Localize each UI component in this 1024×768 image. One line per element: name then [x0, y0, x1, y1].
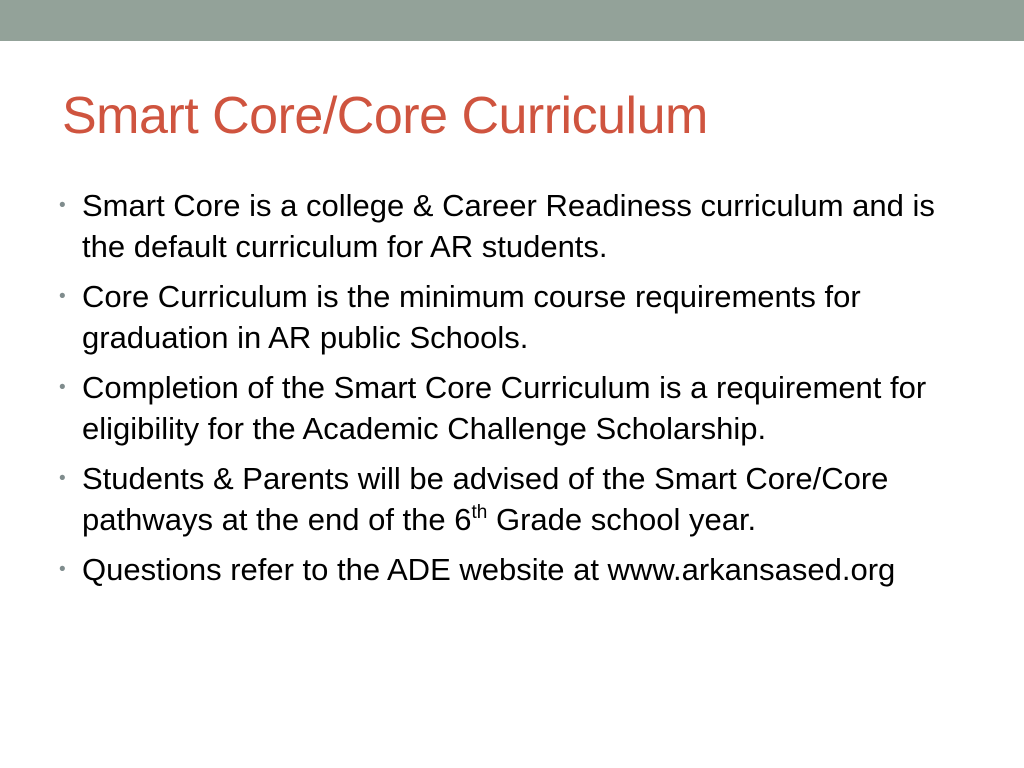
bullet-text-part: Grade school year.	[487, 501, 757, 537]
bullet-icon: •	[59, 195, 66, 216]
bullet-item	[59, 277, 959, 358]
bullet-text: Questions refer to the ADE website at www.arkansased.org	[82, 552, 896, 587]
bullet-item	[59, 459, 959, 540]
bullet-item	[59, 368, 959, 449]
bullet-icon: •	[59, 286, 66, 307]
slide-title: Smart Core/Core Curriculum	[62, 87, 708, 145]
bullet-icon: •	[59, 468, 66, 489]
ordinal-superscript: th	[471, 501, 488, 523]
bullet-icon: •	[59, 377, 66, 398]
bullet-icon: •	[59, 559, 66, 580]
bullet-item	[59, 550, 959, 591]
bullet-text: Smart Core is a college & Career Readiness curriculum and is the default curriculum for AR students.	[82, 188, 935, 264]
bullet-item	[59, 186, 959, 267]
bullet-list	[59, 186, 959, 601]
bullet-text: Completion of the Smart Core Curriculum is a requirement for eligibility for the Academic Challenge Scholarship.	[82, 370, 927, 446]
bullet-text: Core Curriculum is the minimum course requirements for graduation in AR public Schools.	[82, 279, 861, 355]
bullet-text-part: Students & Parents will be advised of the Smart Core/Core pathways at the end of the 6	[82, 461, 889, 537]
bullet-text	[82, 461, 888, 537]
top-accent-band	[0, 0, 1024, 41]
